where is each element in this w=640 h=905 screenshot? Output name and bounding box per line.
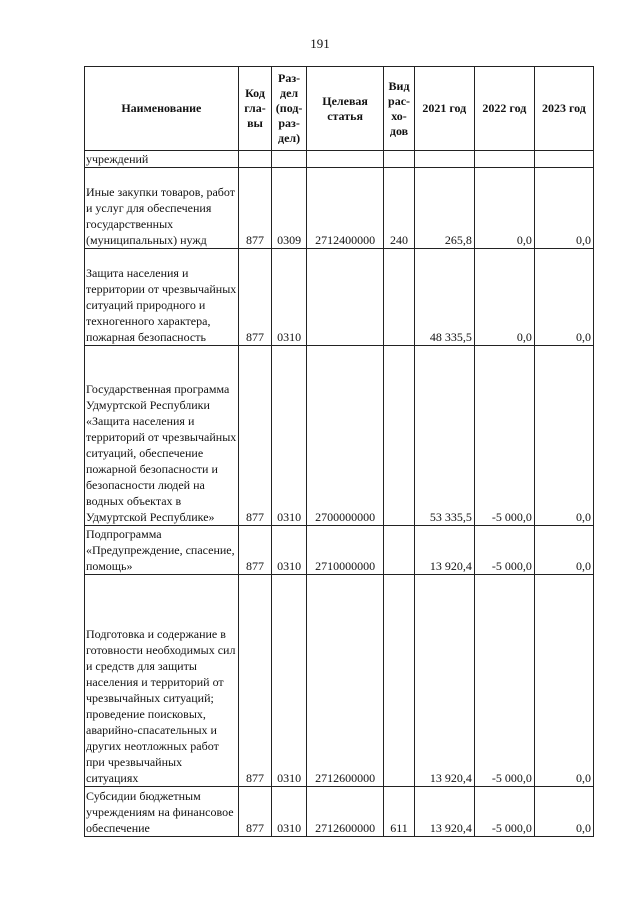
cell-2022: 0,0 xyxy=(474,249,534,346)
table-header-row xyxy=(85,67,594,151)
header-2023: 2023 год xyxy=(534,67,593,151)
cell-2023: 0,0 xyxy=(534,575,593,787)
cell-2022 xyxy=(474,151,534,168)
header-2022: 2022 год xyxy=(474,67,534,151)
cell-2021: 13 920,4 xyxy=(414,787,474,837)
table-row xyxy=(85,787,594,837)
cell-type xyxy=(384,151,415,168)
table-row xyxy=(85,151,594,168)
cell-2022: -5 000,0 xyxy=(474,526,534,575)
header-name: Наименование xyxy=(85,67,239,151)
cell-target: 2712600000 xyxy=(306,787,383,837)
cell-type xyxy=(384,526,415,575)
header-section: Раз-дел (под-раз-дел) xyxy=(272,67,307,151)
cell-type: 611 xyxy=(384,787,415,837)
cell-name: Защита населения и территории от чрезвычайных ситуаций природного и техногенного характера, пожарная безопасность xyxy=(85,249,239,346)
table-row xyxy=(85,575,594,787)
cell-name: Иные закупки товаров, работ и услуг для обеспечения государственных (муниципальных) нужд xyxy=(85,168,239,249)
header-code: Код гла-вы xyxy=(238,67,272,151)
cell-2023: 0,0 xyxy=(534,346,593,526)
cell-section xyxy=(272,151,307,168)
cell-2023 xyxy=(534,151,593,168)
cell-2021: 13 920,4 xyxy=(414,575,474,787)
cell-target xyxy=(306,151,383,168)
cell-section: 0310 xyxy=(272,526,307,575)
cell-section: 0310 xyxy=(272,787,307,837)
cell-name: учреждений xyxy=(85,151,239,168)
table-row xyxy=(85,346,594,526)
cell-2023: 0,0 xyxy=(534,168,593,249)
cell-section: 0310 xyxy=(272,575,307,787)
page-number: 191 xyxy=(310,36,330,51)
cell-2023: 0,0 xyxy=(534,249,593,346)
cell-2022: -5 000,0 xyxy=(474,346,534,526)
cell-2023: 0,0 xyxy=(534,526,593,575)
cell-name: Государственная программа Удмуртской Республики «Защита населения и территорий от чрезвычайных ситуаций, обеспечение пожарной безопасности и безопасности людей на водных объектах в Удмуртской Республике» xyxy=(85,346,239,526)
cell-type xyxy=(384,346,415,526)
cell-code: 877 xyxy=(238,168,272,249)
cell-target: 2712600000 xyxy=(306,575,383,787)
cell-2021: 48 335,5 xyxy=(414,249,474,346)
header-type: Вид рас-хо-дов xyxy=(384,67,415,151)
header-2021: 2021 год xyxy=(414,67,474,151)
cell-2021: 53 335,5 xyxy=(414,346,474,526)
cell-section: 0310 xyxy=(272,346,307,526)
cell-target: 2712400000 xyxy=(306,168,383,249)
cell-code: 877 xyxy=(238,249,272,346)
cell-name: Подготовка и содержание в готовности необходимых сил и средств для защиты населения и территорий от чрезвычайных ситуаций; проведение поисковых, аварийно-спасательных и других неотложных работ при чрезвычайных ситуациях xyxy=(85,575,239,787)
cell-2022: -5 000,0 xyxy=(474,787,534,837)
cell-2021 xyxy=(414,151,474,168)
cell-section: 0310 xyxy=(272,249,307,346)
budget-table xyxy=(84,66,594,837)
cell-2023: 0,0 xyxy=(534,787,593,837)
table-row xyxy=(85,249,594,346)
cell-name: Подпрограмма «Предупреждение, спасение, помощь» xyxy=(85,526,239,575)
header-target: Целевая статья xyxy=(306,67,383,151)
cell-code: 877 xyxy=(238,575,272,787)
cell-section: 0309 xyxy=(272,168,307,249)
cell-2021: 265,8 xyxy=(414,168,474,249)
cell-2022: 0,0 xyxy=(474,168,534,249)
cell-2022: -5 000,0 xyxy=(474,575,534,787)
cell-target xyxy=(306,249,383,346)
cell-code: 877 xyxy=(238,346,272,526)
cell-target: 2700000000 xyxy=(306,346,383,526)
table-row xyxy=(85,526,594,575)
cell-type xyxy=(384,249,415,346)
cell-code xyxy=(238,151,272,168)
cell-type xyxy=(384,575,415,787)
cell-target: 2710000000 xyxy=(306,526,383,575)
cell-type: 240 xyxy=(384,168,415,249)
cell-code: 877 xyxy=(238,787,272,837)
cell-2021: 13 920,4 xyxy=(414,526,474,575)
table-row xyxy=(85,168,594,249)
cell-name: Субсидии бюджетным учреждениям на финансовое обеспечение xyxy=(85,787,239,837)
cell-code: 877 xyxy=(238,526,272,575)
